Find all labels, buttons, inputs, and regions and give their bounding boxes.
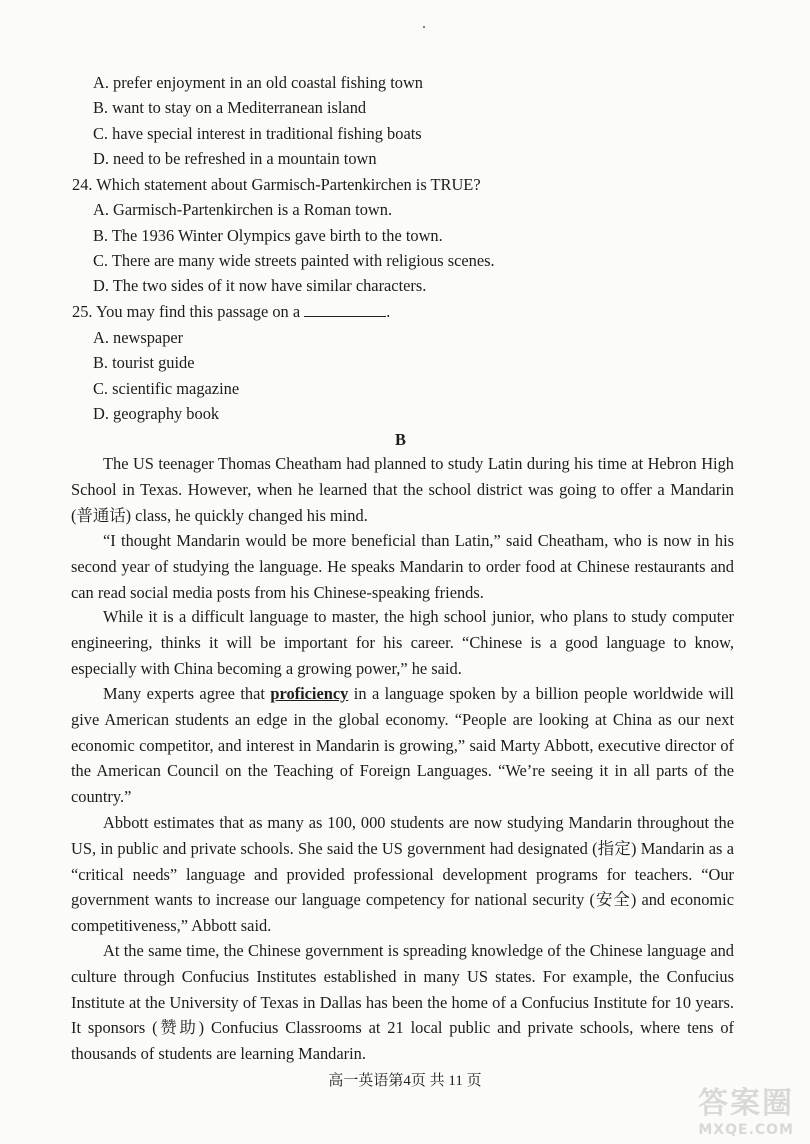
passage-paragraph-2: “I thought Mandarin would be more beneficial than Latin,” said Cheatham, who is now in his second year of studying the language. He speaks Mandarin to order food at Chinese restaurants and can read social media posts from his Chinese-speaking friends. [71, 531, 734, 602]
q23-option-c: C. have special interest in traditional fishing boats [93, 124, 422, 143]
q24-option-d: D. The two sides of it now have similar characters. [93, 276, 427, 295]
watermark-url: MXQE.COM [698, 1122, 794, 1138]
q24-option-a: A. Garmisch-Partenkirchen is a Roman town. [93, 200, 393, 219]
watermark [698, 1078, 794, 1138]
underlined-keyword: proficiency [270, 684, 349, 703]
p4-text-end: in a language spoken by a billion people worldwide will give American students an edge in the global economy. “People are looking at China as our next economic competitor, and interest in Mandarin is growing,” said Marty Abbott, executive director of the American Council on the Teaching of Foreign Languages. “We’re seeing it in all parts of the country.” [71, 684, 734, 807]
q24-stem: 24. Which statement about Garmisch-Partenkirchen is TRUE? [72, 175, 481, 194]
passage-paragraph-4 [71, 681, 734, 810]
q25-option-a: A. newspaper [93, 328, 184, 347]
q23-option-d: D. need to be refreshed in a mountain town [93, 149, 377, 168]
watermark-logo: 答案圈 [698, 1086, 794, 1121]
passage-paragraph-1: The US teenager Thomas Cheatham had planned to study Latin during his time at Hebron High School in Texas. However, when he learned that the school district was going to offer a Mandarin (普通话) class, he quickly changed his mind. [71, 454, 734, 525]
page-footer: 高一英语第4页 共 11 页 [328, 1073, 482, 1089]
passage-paragraph-5: Abbott estimates that as many as 100, 000 students are now studying Mandarin throughout the US, in public and private schools. She said the US government had designated (指定) Mandarin as a “critical needs” language and provided professional development programs for teachers. “Our government wants to increase our language competency for national security (安全) and economic competitiveness,” Abbott said. [71, 813, 734, 936]
q25-stem-text: 25. You may find this passage on a [72, 302, 305, 321]
q24-option-b: B. The 1936 Winter Olympics gave birth to the town. [93, 226, 443, 245]
q24-option-c: C. There are many wide streets painted with religious scenes. [93, 251, 495, 270]
scan-speck [423, 26, 425, 28]
q25-option-b: B. tourist guide [93, 353, 195, 372]
passage-paragraph-3: While it is a difficult language to master, the high school junior, who plans to study computer engineering, thinks it will be important for his career. “Chinese is a good language to know, especially with China becoming a growing power,” he said. [71, 607, 734, 678]
passage-paragraph-6: At the same time, the Chinese government is spreading knowledge of the Chinese language and culture through Confucius Institutes established in many US states. For example, the Confucius Institute at the University of Texas in Dallas has been the home of a Confucius Institute for 10 years. It sponsors (赞助) Confucius Classrooms at 21 local public and private schools, where tens of thousands of students are learning Mandarin. [71, 941, 734, 1064]
q25-stem [72, 302, 390, 322]
q23-option-a: A. prefer enjoyment in an old coastal fishing town [93, 73, 424, 92]
section-heading: B [395, 430, 406, 449]
answer-blank [304, 302, 386, 317]
q25-stem-end: . [386, 302, 391, 321]
p4-text-start: Many experts agree that [103, 684, 271, 703]
q25-option-c: C. scientific magazine [93, 379, 240, 398]
q23-option-b: B. want to stay on a Mediterranean island [93, 98, 367, 117]
q25-option-d: D. geography book [93, 404, 220, 423]
